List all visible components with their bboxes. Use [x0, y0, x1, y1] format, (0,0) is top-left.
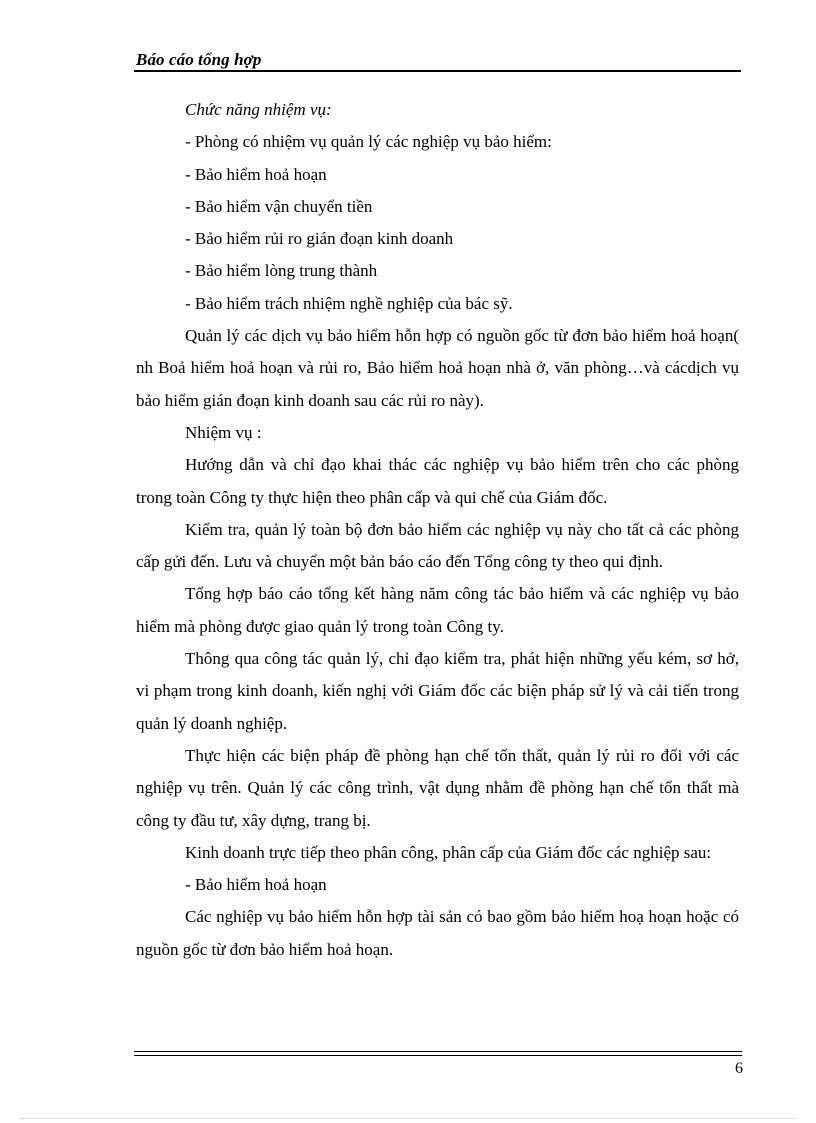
header-divider: [134, 70, 741, 72]
footer-divider: [134, 1051, 742, 1052]
paragraph: Thực hiện các biện pháp đề phòng hạn chế tổn thất, quản lý rủi ro đối với các nghiệp vụ trên. Quản lý các công trình, vật dụng nhằm đề phòng hạn chế tổn thất mà công ty đầu tư, xây dựng, trang bị.: [136, 745, 739, 830]
list-item: - Bảo hiểm lòng trung thành: [185, 261, 378, 281]
list-item: - Bảo hiểm rủi ro gián đoạn kinh doanh: [185, 229, 454, 249]
paragraph: Kiểm tra, quản lý toàn bộ đơn bảo hiểm các nghiệp vụ này cho tất cả các phòng cấp gửi đến. Lưu và chuyển một bản báo cáo đến Tổng công ty theo qui định.: [136, 519, 739, 572]
list-item: - Bảo hiểm vận chuyển tiền: [185, 196, 373, 216]
page-number: 6: [735, 1060, 743, 1077]
paragraph: Tổng hợp báo cáo tổng kết hàng năm công tác bảo hiểm và các nghiệp vụ bảo hiểm mà phòng được giao quản lý trong toàn Công ty.: [136, 584, 739, 636]
page-edge-dots: [20, 1118, 796, 1119]
section-heading: Chức năng nhiệm vụ:: [185, 100, 332, 119]
paragraph: Thông qua công tác quản lý, chỉ đạo kiểm tra, phát hiện những yếu kém, sơ hở, vi phạm trong kinh doanh, kiến nghị với Giám đốc các biện pháp sử lý và cải tiến trong quản lý doanh nghiệp.: [136, 649, 739, 733]
footer-divider: [134, 1055, 742, 1056]
list-item: - Bảo hiểm trách nhiệm nghề nghiệp của bác sỹ.: [185, 293, 513, 313]
list-item: - Bảo hiểm hoả hoạn: [185, 875, 327, 895]
duties-heading: Nhiệm vụ :: [185, 422, 262, 442]
paragraph: Quản lý các dịch vụ bảo hiểm hỗn hợp có nguồn gốc từ đơn bảo hiểm hoả hoạn( nh Boả hiểm hoả hoạn và rủi ro, Bảo hiểm hoả hoạn nhà ở, văn phòng…và cácdịch vụ bảo hiểm gián đoạn kinh doanh sau các rủi ro này).: [136, 326, 739, 410]
paragraph: Các nghiệp vụ bảo hiểm hỗn hợp tài sản có bao gồm bảo hiểm hoạ hoạn hoặc có nguồn gốc từ đơn bảo hiểm hoả hoạn.: [136, 907, 739, 959]
list-item: - Bảo hiểm hoả hoạn: [185, 164, 327, 184]
paragraph: Hướng dẫn và chỉ đạo khai thác các nghiệp vụ bảo hiểm trên cho các phòng trong toàn Công ty thực hiện theo phân cấp và qui chế của Giám đốc.: [136, 455, 739, 507]
paragraph: Kinh doanh trực tiếp theo phân công, phân cấp của Giám đốc các nghiệp sau:: [185, 842, 712, 862]
list-intro: - Phòng có nhiệm vụ quản lý các nghiệp vụ bảo hiểm:: [185, 132, 552, 152]
document-body: [136, 94, 739, 966]
header-title: Báo cáo tổng hợp: [136, 50, 262, 69]
